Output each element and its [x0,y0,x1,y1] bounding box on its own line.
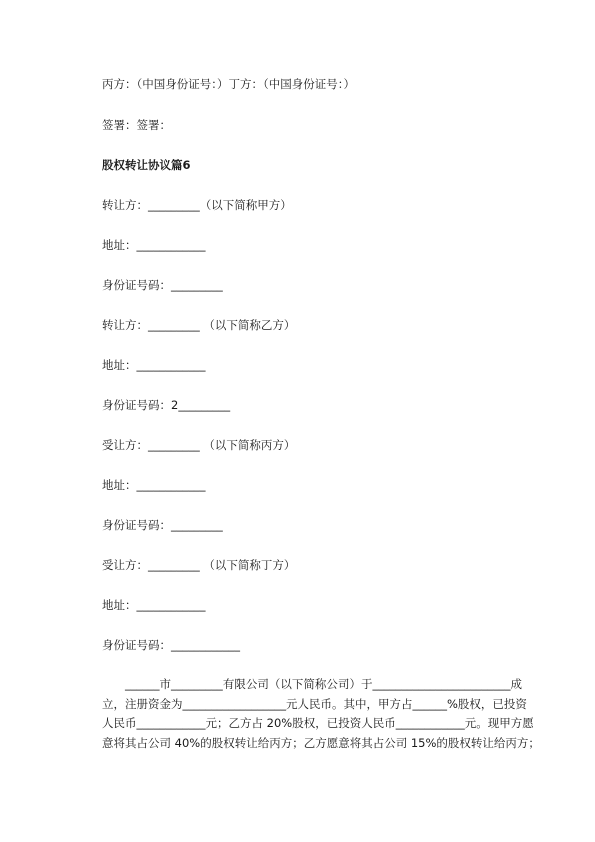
id-number-b-line: 身份证号码：2_________ [102,398,231,412]
party-c-d-id-line: 丙方：（中国身份证号：）丁方：（中国身份证号：） [102,77,355,91]
transferor-b-line: 转让方：_________ （以下简称乙方） [102,318,296,332]
agreement-paragraph [102,675,540,753]
transferee-c-line: 受让方：_________ （以下简称丙方） [102,438,296,452]
paragraph-line: 立，注册资金为__________________元人民币。其中，甲方占______%股权，已投资 [102,696,527,711]
address-c-line: 地址：____________ [102,478,206,492]
address-b-line: 地址：____________ [102,358,206,372]
signature-line: 签署：签署： [102,118,171,132]
transferee-d-line: 受让方：_________ （以下简称丁方） [102,558,296,572]
paragraph-line: 人民币____________元；乙方占 20%股权，已投资人民币____________元。现甲方愿 [102,716,534,730]
section-heading: 股权转让协议篇6 [102,158,191,172]
address-a-line: 地址：____________ [102,238,206,252]
paragraph-line: 意将其占公司 40%的股权转让给丙方；乙方愿意将其占公司 15%的股权转让给丙方； [102,735,540,750]
address-d-line: 地址：____________ [102,598,206,612]
id-number-c-line: 身份证号码：_________ [102,518,223,532]
paragraph-line: ______市_________有限公司（以下简称公司）于________________________成 [102,677,522,691]
id-number-a-line: 身份证号码：_________ [102,278,223,292]
id-number-d-line: 身份证号码：____________ [102,638,240,652]
transferor-a-line: 转让方：_________（以下简称甲方） [102,198,292,212]
